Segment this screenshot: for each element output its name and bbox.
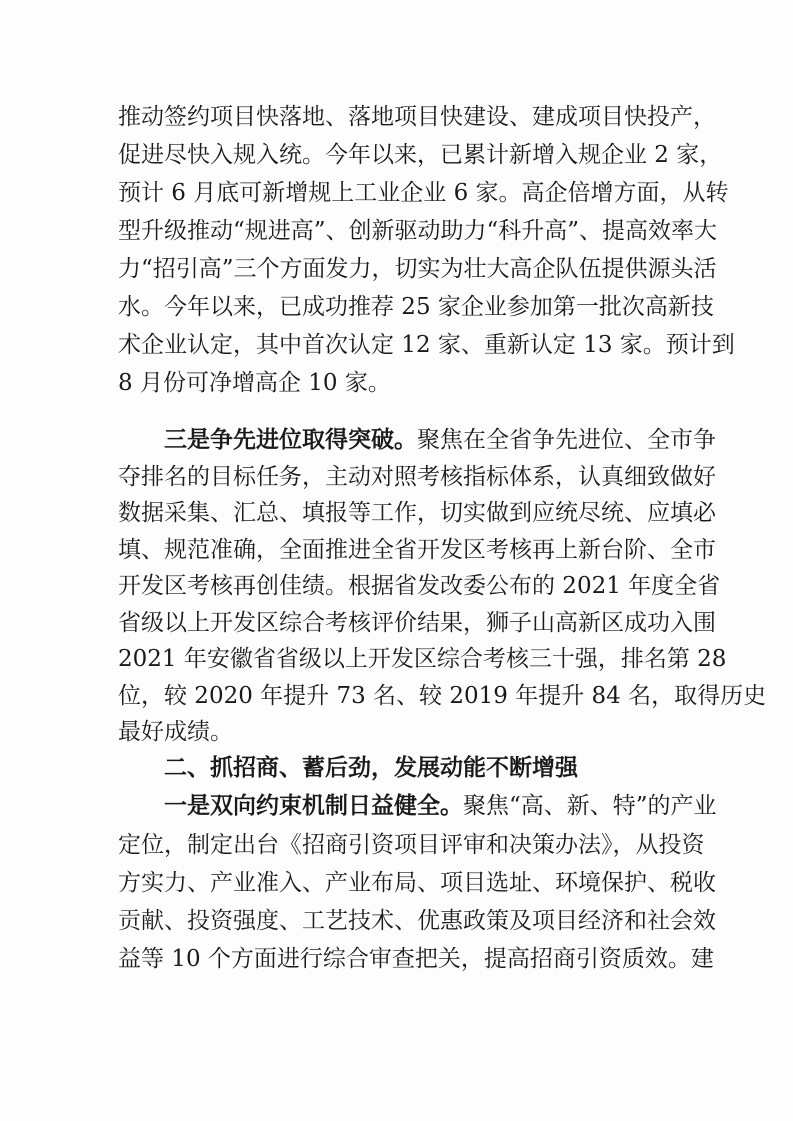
paragraph-line: 预计 6 月底可新增规上工业企业 6 家。高企倍增方面，从转: [118, 180, 729, 206]
paragraph-line: 促进尽快入规入统。今年以来，已累计新增入规企业 2 家，: [118, 142, 723, 168]
paragraph-first-line: [164, 425, 716, 455]
paragraph-line: 省级以上开发区综合考核评价结果，狮子山高新区成功入围: [118, 610, 716, 636]
paragraph-line: 型升级推动“规进高”、创新驱动助力“科升高”、提高效率大: [118, 218, 718, 244]
paragraph-line: 填、规范准确，全面推进全省开发区考核再上新台阶、全市: [118, 537, 716, 563]
paragraph-line: 益等 10 个方面进行综合审查把关，提高招商引资质效。建: [118, 946, 714, 972]
paragraph-line: 水。今年以来，已成功推荐 25 家企业参加第一批次高新技: [118, 294, 714, 320]
paragraph-line: 贡献、投资强度、工艺技术、优惠政策及项目经济和社会效: [118, 908, 716, 934]
paragraph-text: 聚焦在全省争先进位、全市争: [417, 427, 716, 453]
section-heading: 二、抓招商、蓄后劲，发展动能不断增强: [164, 755, 578, 781]
paragraph-text: 聚焦“高、新、特”的产业: [463, 793, 717, 819]
paragraph-lead: 三是争先进位取得突破。: [164, 426, 417, 453]
paragraph-line: 最好成绩。: [118, 719, 233, 745]
paragraph-line: 位，较 2020 年提升 73 名、较 2019 年提升 84 名，取得历史: [118, 683, 767, 709]
paragraph-line: 力“招引高”三个方面发力，切实为壮大高企队伍提供源头活: [118, 256, 717, 282]
paragraph-line: 夺排名的目标任务，主动对照考核指标体系，认真细致做好: [118, 464, 716, 490]
paragraph-lead: 一是双向约束机制日益健全。: [164, 792, 463, 819]
paragraph-line: 数据采集、汇总、填报等工作，切实做到应统尽统、应填必: [118, 500, 716, 526]
paragraph-line: 术企业认定，其中首次认定 12 家、重新认定 13 家。预计到: [118, 332, 735, 358]
paragraph-first-line: [164, 791, 717, 821]
paragraph-line: 开发区考核再创佳绩。根据省发改委公布的 2021 年度全省: [118, 573, 721, 599]
paragraph-line: 8 月份可净增高企 10 家。: [118, 370, 391, 396]
paragraph-line: 2021 年安徽省省级以上开发区综合考核三十强，排名第 28: [118, 646, 727, 672]
paragraph-line: 方实力、产业准入、产业布局、项目选址、环境保护、税收: [118, 870, 716, 896]
paragraph-line: 推动签约项目快落地、落地项目快建设、建成项目快投产，: [118, 104, 716, 130]
paragraph-line: 定位，制定出台《招商引资项目评审和决策办法》，从投资: [118, 832, 705, 858]
